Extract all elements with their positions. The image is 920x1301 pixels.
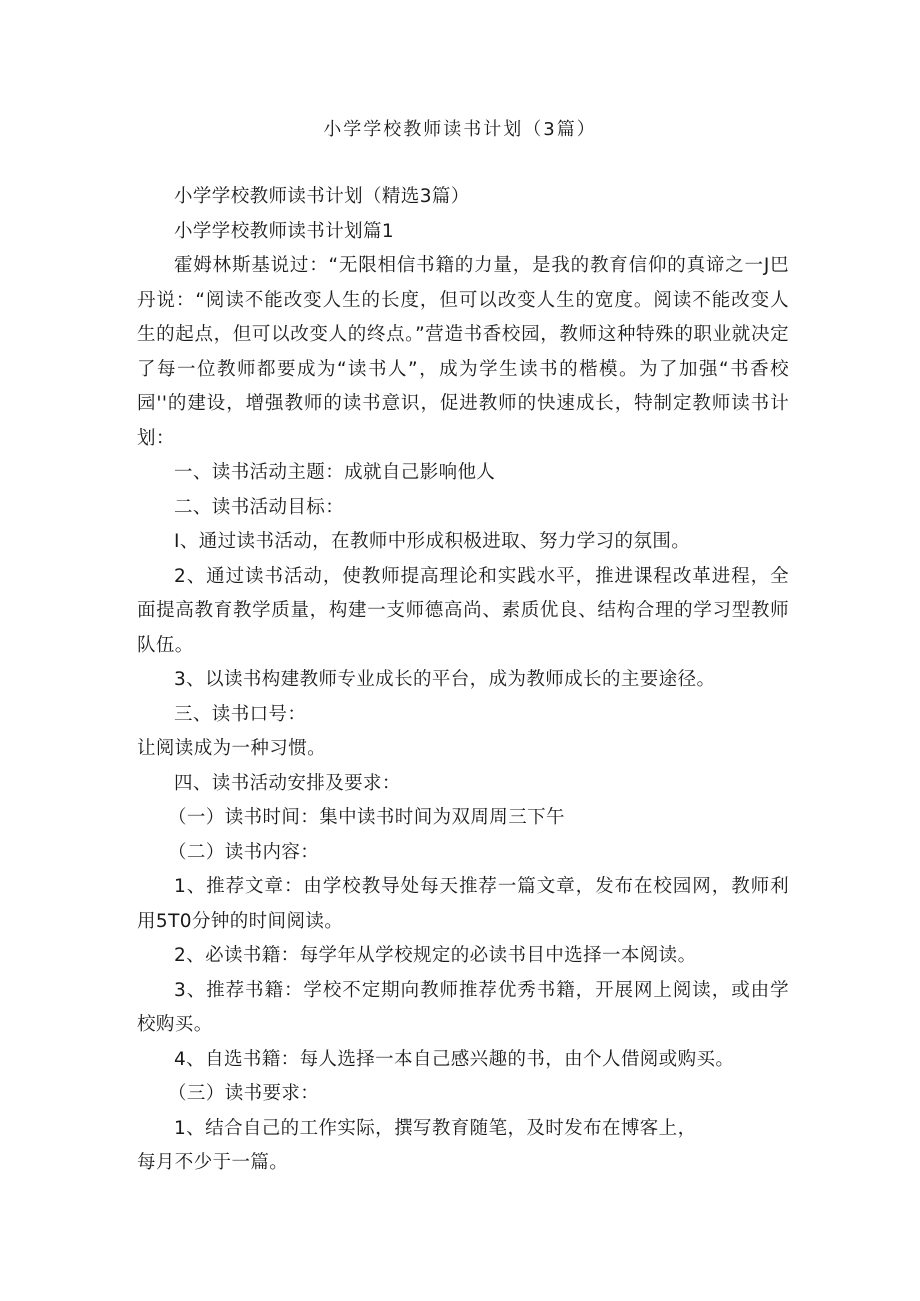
heading-arrangement: 四、读书活动安排及要求： — [174, 772, 401, 794]
slogan-text: 让阅读成为一种习惯。 — [137, 738, 327, 759]
heading-slogan: 三、读书口号： — [174, 703, 307, 725]
heading-goals: 二、读书活动目标： — [174, 496, 345, 518]
subheading-time: （一）读书时间：集中读书时间为双周周三下午 — [168, 807, 565, 828]
heading-theme: 一、读书活动主题：成就自己影响他人 — [174, 462, 496, 483]
document-body — [137, 180, 789, 1181]
requirement-item: 1、结合自己的工作实际，撰写教育随笔，及时发布在博客上， — [174, 1117, 697, 1139]
document-title: 小学学校教师读书计划（3篇） — [323, 119, 597, 140]
requirement-item-continuation: 每月不少于一篇。 — [137, 1152, 289, 1173]
subtitle-paragraph: 小学学校教师读书计划（精选3篇） — [174, 186, 470, 207]
content-item: 3、推荐书籍：学校不定期向教师推荐优秀书籍，开展网上阅读，或由学校购买。 — [137, 979, 789, 1035]
subheading-requirements: （三）读书要求： — [168, 1083, 320, 1104]
content-item: 1、推荐文章：由学校教导处每天推荐一篇文章，发布在校园网，教师利用5T0分钟的时间阅读。 — [137, 876, 789, 932]
subheading-content: （二）读书内容： — [168, 841, 320, 863]
intro-paragraph: 霍姆林斯基说过：“无限相信书籍的力量，是我的教育信仰的真谛之一J巴丹说：“阅读不能改变人生的长度，但可以改变人生的宽度。阅读不能改变人生的起点，但可以改变人的终点。”营造书香校园，教师这种特殊的职业就决定了每一位教师都要成为“读书人”，成为学生读书的楷模。为了加强“书香校园''的建设，增强教师的读书意识，促进教师的快速成长，特制定教师读书计划： — [137, 255, 789, 449]
content-item: 2、必读书籍：每学年从学校规定的必读书目中选择一本阅读。 — [174, 945, 697, 966]
goal-item: I、通过读书活动，在教师中形成积极进取、努力学习的氛围。 — [174, 531, 691, 552]
content-item: 4、自选书籍：每人选择一本自己感兴趣的书，由个人借阅或购买。 — [174, 1048, 735, 1070]
goal-item: 3、以读书构建教师专业成长的平台，成为教师成长的主要途径。 — [174, 669, 716, 690]
section-heading: 小学学校教师读书计划篇1 — [174, 220, 395, 242]
goal-item: 2、通过读书活动，使教师提高理论和实践水平，推进课程改革进程，全面提高教育教学质量，构建一支师德高尚、素质优良、结构合理的学习型教师队伍。 — [137, 565, 789, 656]
